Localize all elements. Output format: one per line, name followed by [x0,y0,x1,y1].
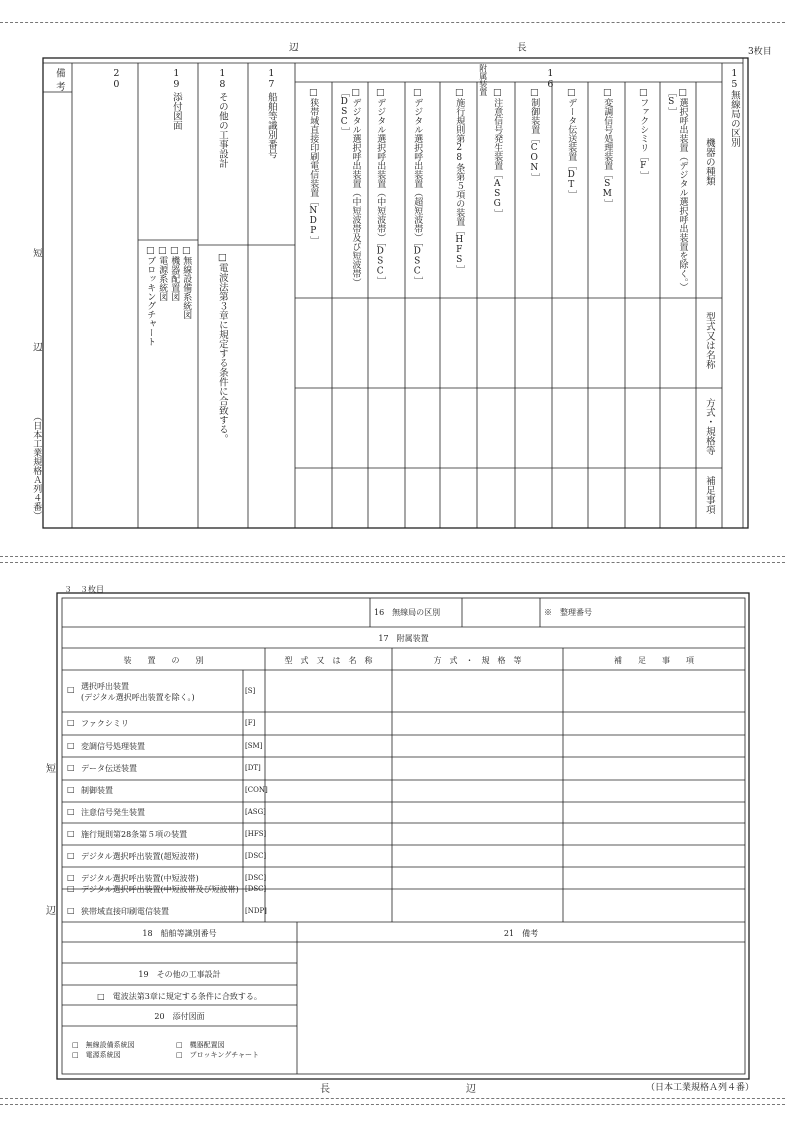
form-page-label: ３ ３枚目 [64,585,104,594]
device-checkbox[interactable]: □ [67,807,75,816]
device-name: 注意信号発生装置 [81,808,145,817]
device-name: 選択呼出装置 [81,682,129,691]
attachments-label: 20 添付図面 [154,1012,205,1021]
device-code: [HFS] [245,830,267,838]
rotated-device-dsc-mfhf: □デジタル選択呼出装置（中短波帯及び短波帯）［DSC］ [339,88,361,287]
rotated-short-side-2: 辺 [30,342,42,352]
device-name: 狭帯域直接印刷電信装置 [81,907,169,916]
rotated-col-17-title: 船舶等識別番号 [265,92,277,159]
other-design-label: 19 その他の工事設計 [138,970,221,979]
header-notes: 補 足 事 項 [614,656,694,665]
attachment-blocking-chart[interactable]: □ ブロッキングチャート [176,1051,260,1059]
jis-size-label: （日本工業規格Ａ列４番） [646,1083,755,1093]
bottom-long-label: 長 [320,1084,330,1095]
rotated-col-19-item-4: □ブロッキングチャート [145,246,156,346]
rotated-col-18-value: □電波法第３章に規定する条件に合致する。 [216,252,228,444]
rotated-col-15-num: 15 [728,68,740,90]
bottom-side-label: 辺 [466,1084,476,1095]
rotated-header-method: 方式・規格等 [703,398,715,455]
station-type-field[interactable] [462,599,540,626]
device-checkbox[interactable]: □ [67,851,75,860]
rotated-device-sm: □変調信号処理装置［SM］ [602,88,613,208]
reference-number-label: ※ 整理番号 [544,608,592,617]
rotated-col-19-num: 19 [170,68,182,90]
attachment-system-diagram[interactable]: □ 無線設備系統図 [72,1041,135,1049]
device-code: [S] [245,687,256,695]
device-checkbox[interactable]: □ [67,884,75,893]
remarks-label: 21 備考 [503,929,539,938]
rotated-device-hfs: □施行規則第28条第５項の装置［HFS］ [454,88,465,274]
rotated-long-side-2: 長 [514,42,526,52]
rotated-device-asg: □注意信号発生装置［ASG］ [492,88,503,218]
device-name: データ伝送装置 [81,764,137,773]
device-name: 変調信号処理装置 [81,742,145,751]
attachment-power-diagram[interactable]: □ 電源系統図 [72,1051,121,1059]
attachment-layout-diagram[interactable]: □ 機器配置図 [176,1041,225,1049]
device-code: [DT] [245,764,261,772]
rotated-col-15-title: 無線局の区別 [728,90,740,147]
rotated-col-18-title: その他の工事設計 [216,92,228,168]
header-model-name: 型 式 又 は 名 称 [284,656,373,665]
rotated-page-label: 3枚目 [748,47,772,57]
rotated-col-16-title: 附属装置 [478,64,488,96]
section-17-title: 17 附属装置 [378,634,429,643]
device-name: ファクシミリ [81,719,129,728]
rotated-device-con: □制御装置［CON］ [529,88,540,182]
ship-id-field[interactable] [63,943,296,962]
device-code: [DSC] [245,852,267,860]
ship-id-label: 18 船舶等識別番号 [142,929,217,938]
rotated-device-dsc-mf: □デジタル選択呼出装置（中短波帯）［DSC］ [375,88,386,286]
header-device-kind: 装 置 の 別 [123,656,204,665]
rotated-header-model: 型式又は名称 [703,312,715,369]
rotated-col-17-num: 17 [265,68,277,90]
side-short-label-top: 短 [46,764,56,775]
rotated-device-ndp: □狭帯域直接印刷電信装置［NDP］ [308,88,319,245]
rotated-jis-label: （日本工業規格Ａ列４番） [31,412,42,520]
rotated-col-19-item-3: □電源系統図 [157,246,168,301]
device-code: [SM] [245,742,263,750]
device-checkbox[interactable]: □ [67,741,75,750]
rotated-col-18-num: 18 [216,68,228,90]
rotated-col-20-num: 20 [110,68,122,90]
station-type-label: 16 無線局の区別 [374,608,441,617]
device-name: 施行規則第28条第５項の装置 [81,830,188,839]
device-checkbox[interactable]: □ [67,906,75,915]
reference-number-field[interactable] [610,599,744,626]
rotated-device-dt: □データ伝送装置［DT］ [566,88,577,199]
rotated-long-side-1: 辺 [286,42,298,52]
rotated-device-s: □選択呼出装置（デジタル選択呼出装置を除く。）［S］ [666,88,688,292]
remarks-field[interactable] [298,943,744,1073]
device-code: [NDP] [245,907,267,915]
rotated-device-dsc-vhf: □デジタル選択呼出装置（超短波帯）［DSC］ [412,88,423,286]
device-code: [DSC] [245,874,267,882]
device-name: デジタル選択呼出装置(中短波帯及び短波帯) [81,885,239,894]
device-checkbox[interactable]: □ [67,685,75,694]
rotated-col-19-item-1: □無線設備系統図 [181,246,192,319]
rotated-header-notes: 補足事項 [703,476,715,514]
device-checkbox[interactable]: □ [67,763,75,772]
device-code: [CON] [245,786,268,794]
other-design-checkbox[interactable]: □ 電波法第3章に規定する条件に合致する。 [97,992,262,1001]
side-short-label-bottom: 辺 [46,906,56,917]
device-checkbox[interactable]: □ [67,785,75,794]
device-name: 制御装置 [81,786,113,795]
device-checkbox[interactable]: □ [67,873,75,882]
device-subname: (デジタル選択呼出装置を除く。) [81,693,195,702]
header-method-spec: 方 式 ・ 規 格 等 [433,656,522,665]
rotated-col-19-item-2: □機器配置図 [169,246,180,301]
rotated-col-16-num: 16 [544,68,556,90]
rotated-header-kind: 機器の種類 [703,138,715,186]
rotated-col-20-title: 備考 [53,68,65,95]
device-code: [F] [245,719,256,727]
device-checkbox[interactable]: □ [67,829,75,838]
device-code: [ASG] [245,808,266,816]
device-checkbox[interactable]: □ [67,718,75,727]
rotated-device-f: □ファクシミリ［F］ [638,88,649,180]
device-code: [DSC] [245,885,267,893]
rotated-short-side-1: 短 [30,248,42,258]
device-name: デジタル選択呼出装置(超短波帯) [81,852,199,861]
device-name: デジタル選択呼出装置(中短波帯) [81,874,199,883]
rotated-col-19-title: 添付図面 [170,92,182,130]
